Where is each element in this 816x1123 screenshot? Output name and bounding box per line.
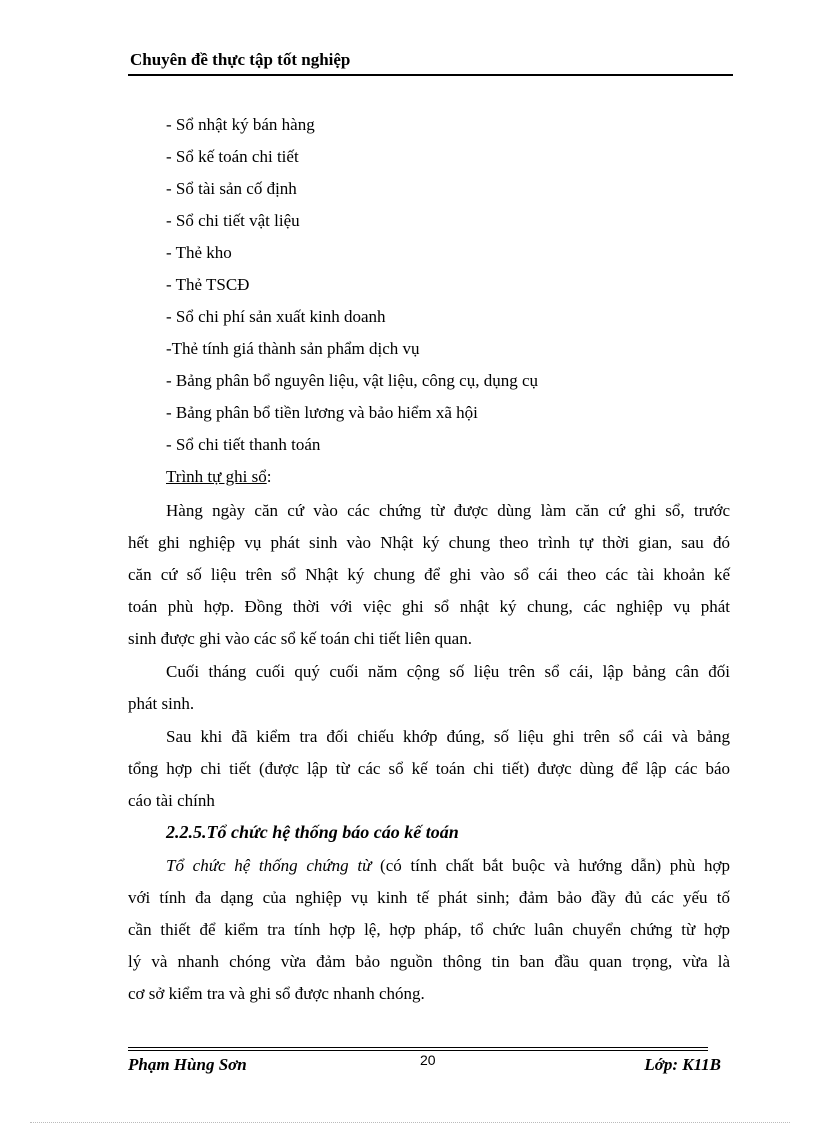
paragraph-line: cần thiết để kiểm tra tính hợp lệ, hợp pháp, tổ chức luân chuyển chứng từ hợp — [128, 920, 730, 939]
paragraph-line: căn cứ số liệu trên sổ Nhật ký chung để ghi vào sổ cái theo các tài khoản kế — [128, 565, 730, 584]
page-number: 20 — [420, 1052, 436, 1068]
paragraph-3 — [128, 721, 730, 817]
list-item: - Thẻ TSCĐ — [166, 275, 250, 294]
list-item: - Sổ chi tiết thanh toán — [166, 435, 321, 454]
paragraph-line: lý và nhanh chóng vừa đảm bảo nguồn thông tin ban đầu quan trọng, vừa là — [128, 952, 730, 971]
paragraph-line-lead — [128, 850, 730, 882]
list-item: -Thẻ tính giá thành sản phẩm dịch vụ — [166, 339, 420, 358]
paragraph-2 — [128, 656, 730, 720]
footer-rule — [128, 1050, 708, 1051]
paragraph-line: với tính đa dạng của nghiệp vụ kinh tế phát sinh; đảm bảo đầy đủ các yếu tố — [128, 888, 730, 907]
lead-rest: (có tính chất bắt buộc và hướng dẫn) phù hợp — [371, 856, 730, 875]
paragraph-4 — [128, 850, 730, 1010]
list-item: - Bảng phân bổ nguyên liệu, vật liệu, công cụ, dụng cụ — [166, 371, 539, 390]
header-title: Chuyên đề thực tập tốt nghiệp — [130, 50, 351, 69]
footer-class-label: Lớp: K11B — [644, 1055, 721, 1074]
paragraph-1 — [128, 495, 730, 655]
paragraph-line: tổng hợp chi tiết (được lập từ các sổ kế toán chi tiết) được dùng để lập các báo — [128, 759, 730, 778]
list-item: - Sổ kế toán chi tiết — [166, 147, 299, 166]
paragraph-line: Hàng ngày căn cứ vào các chứng từ được dùng làm căn cứ ghi sổ, trước — [166, 501, 730, 520]
footer-rule — [128, 1047, 708, 1048]
sequence-heading-suffix: : — [266, 467, 272, 486]
paragraph-line: Sau khi đã kiểm tra đối chiếu khớp đúng, số liệu ghi trên sổ cái và bảng — [166, 727, 730, 746]
list-item: - Sổ chi tiết vật liệu — [166, 211, 300, 230]
paragraph-line: cáo tài chính — [128, 791, 215, 810]
paragraph-line: Cuối tháng cuối quý cuối năm cộng số liệu trên sổ cái, lập bảng cân đối — [166, 662, 730, 681]
paragraph-line: hết ghi nghiệp vụ phát sinh vào Nhật ký chung theo trình tự thời gian, sau đó — [128, 533, 730, 552]
sequence-heading-text: Trình tự ghi sổ — [166, 467, 267, 486]
list-item: - Thẻ kho — [166, 243, 232, 262]
paragraph-line: toán phù hợp. Đồng thời với việc ghi sổ nhật ký chung, các nghiệp vụ phát — [128, 597, 730, 616]
section-heading-2-2-5: 2.2.5.Tổ chức hệ thống báo cáo kế toán — [166, 822, 459, 842]
list-item: - Sổ chi phí sản xuất kinh doanh — [166, 307, 386, 326]
paragraph-line: sinh được ghi vào các sổ kế toán chi tiết liên quan. — [128, 629, 472, 648]
footer-author: Phạm Hùng Sơn — [128, 1055, 247, 1074]
paragraph-line: cơ sở kiểm tra và ghi sổ được nhanh chóng. — [128, 984, 425, 1003]
list-item: - Sổ nhật ký bán hàng — [166, 115, 315, 134]
sequence-heading — [166, 467, 271, 487]
list-item: - Bảng phân bổ tiền lương và bảo hiểm xã hội — [166, 403, 478, 422]
list-item: - Sổ tài sản cố định — [166, 179, 297, 198]
paragraph-line: phát sinh. — [128, 694, 195, 713]
italic-lead: Tổ chức hệ thống chứng từ — [166, 856, 372, 875]
page-header — [128, 48, 733, 76]
